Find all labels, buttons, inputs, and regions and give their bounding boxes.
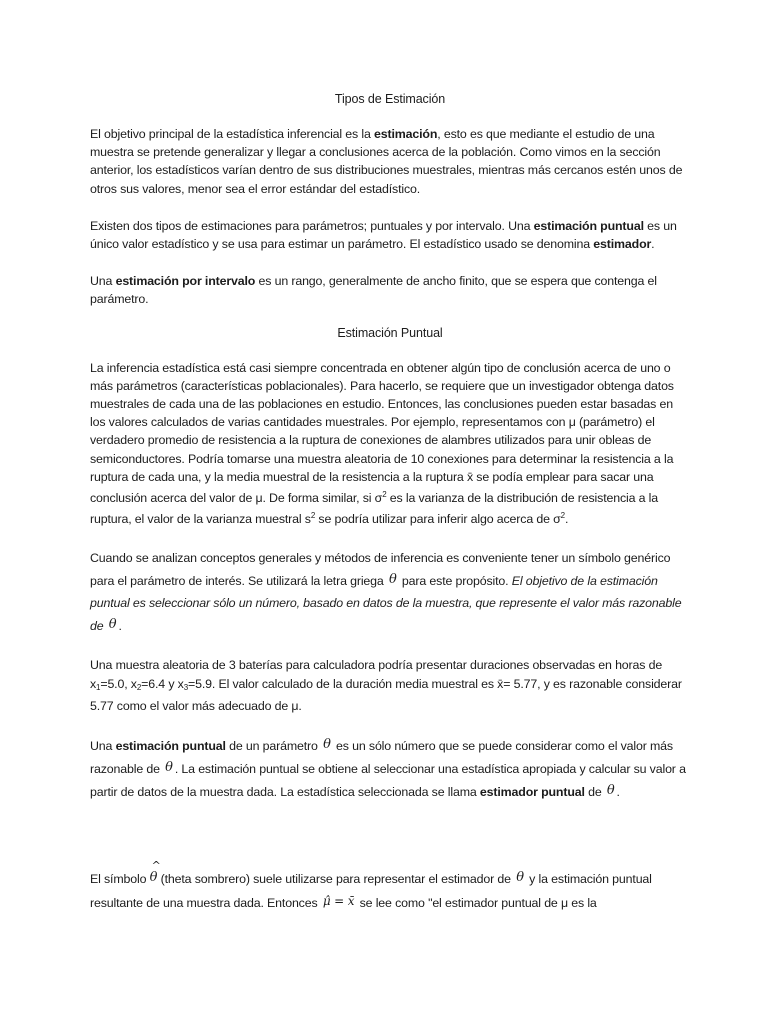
paragraph-estimacion-puntual: Una estimación puntual de un parámetro θ es un sólo número que se puede considerar como el valor más razonable de θ . La estimación puntual se obtiene al seleccionar una estadística apropiada y calcular su valor a partir de datos de la muestra dada. La estadística seleccionada se llama estimador puntual de θ . — [90, 734, 690, 803]
paragraph-objetivo: El objetivo principal de la estadística inferencial es la estimación, esto es que mediante el estudio de una muestra se pretende generalizar y llegar a conclusiones acerca de la población. Como vimos en la sección anterior, los estadísticos varían dentro de sus distribuciones muestrales, mientras más cercanos estén unos de otros sus valores, menor sea el error estándar del estadístico. — [90, 127, 683, 196]
theta-symbol: θ — [323, 737, 331, 753]
term-estimacion-puntual: estimación puntual — [533, 218, 644, 233]
paragraph-tipos: Existen dos tipos de estimaciones para parámetros; puntuales y por intervalo. Una estimación puntual es un único valor estadístico y se usa para estimar un parámetro. El estadístico usado se denomina estimador. — [90, 218, 677, 252]
theta-symbol: θ — [388, 572, 397, 588]
paragraph-theta-sombrero: El símbolo ^ θ (theta sombrero) suele utilizarse para representar el estimador de θ y la estimación puntual resultante de una muestra dada. Entonces μ̂ = x̄ se lee como "el estimador puntual de μ es la — [90, 859, 652, 911]
term-estimacion-intervalo: estimación por intervalo — [115, 274, 256, 289]
theta-symbol: θ — [165, 760, 173, 776]
theta-hat-symbol: ^ θ — [149, 859, 161, 886]
term-estimacion: estimación — [374, 127, 438, 141]
page-title: Tipos de Estimación — [334, 92, 446, 106]
paragraph-baterias: Una muestra aleatoria de 3 baterías para calculadora podría presentar duraciones observadas en horas de $x_1=5.0$, $x_2=6.4$ y $x_3=5.9$. El valor calculado de la duración media muestral es x̄= 5.77, y es razonable considerar 5.77 como el valor más adecuado de μ. — [90, 658, 682, 713]
mu-hat-formula: μ̂ = x̄ — [322, 894, 355, 909]
paragraph-intervalo: Una estimación por intervalo es un rango, generalmente de ancho finito, que se espera que contenga el parámetro. — [90, 274, 657, 307]
theta-symbol: θ — [606, 783, 615, 799]
theta-symbol: θ — [516, 870, 524, 886]
paragraph-inferencia: La inferencia estadística está casi siempre concentrada en obtener algún tipo de conclusión acerca de uno o más parámetros (características poblacionales). Para hacerlo, se requiere que un investigador obtenga datos muestrales de cada una de las poblaciones en estudio. Entonces, las conclusiones pueden estar basadas en los valores calculados de varias cantidades muestrales. Por ejemplo, representamos con μ (parámetro) el verdadero promedio de resistencia a la ruptura de conexiones de alambres utilizados para unir obleas de semiconductores. Podría tomarse una muestra aleatoria de 10 conexiones para determinar la resistencia a la ruptura de cada una, y la media muestral de la resistencia a la ruptura x̄ se podía emplear para sacar una conclusión acerca del valor de μ. De forma similar, si $\sigma^2$ es la varianza de la distribución de resistencia a la ruptura, el valor de la varianza muestral $s^2$ se podría utilizar para inferir algo acerca de $\sigma^2$. — [90, 360, 674, 527]
document-page — [90, 92, 690, 914]
term-estimador: estimador — [593, 237, 652, 252]
section-title: Estimación Puntual — [337, 325, 443, 340]
paragraph-simbolo-generico: Cuando se analizan conceptos generales y métodos de inferencia es conveniente tener un símbolo genérico para el parámetro de interés. Se utilizará la letra griega θ para este propósito. El objetivo de la estimación puntual es seleccionar sólo un número, basado en datos de la muestra, que represente el valor más razonable de θ . — [90, 547, 690, 637]
theta-symbol: θ — [108, 617, 117, 633]
